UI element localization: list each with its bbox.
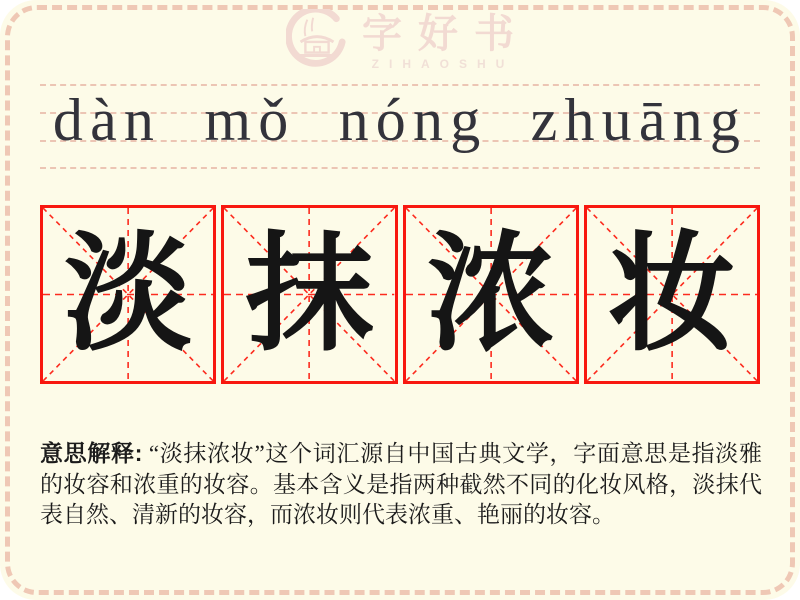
pinyin-text: dàn mǒ nóng zhuāng bbox=[52, 86, 748, 153]
character-grid-row bbox=[40, 205, 760, 384]
character-box bbox=[40, 205, 216, 384]
pinyin-guide bbox=[40, 84, 760, 168]
hanzi-character: 浓 bbox=[426, 219, 555, 369]
hanzi-character: 妆 bbox=[607, 219, 736, 369]
logo-subtitle: ZIHAOSHU bbox=[371, 57, 515, 71]
logo-title: 字好书 bbox=[362, 11, 530, 56]
explanation-text: “淡抹浓妆”这个词汇源自中国古典文学，字面意思是指淡雅的妆容和浓重的妆容。基本含义是指两种截然不同的化妆风格，淡抹代表自然、清新的妆容，而浓妆则代表浓重、艳丽的妆容。 bbox=[40, 441, 762, 527]
logo bbox=[0, 4, 800, 80]
logo-house-crescent-icon bbox=[286, 9, 348, 76]
hanzi-character: 淡 bbox=[64, 219, 193, 369]
character-box bbox=[584, 205, 760, 384]
character-box bbox=[403, 205, 579, 384]
character-box bbox=[221, 205, 397, 384]
hanzi-character: 抹 bbox=[245, 219, 374, 369]
logo-text bbox=[362, 11, 530, 72]
pinyin-guide-line bbox=[40, 167, 760, 169]
explanation-label: 意思解释: bbox=[40, 440, 143, 466]
meaning-explanation bbox=[40, 438, 762, 531]
